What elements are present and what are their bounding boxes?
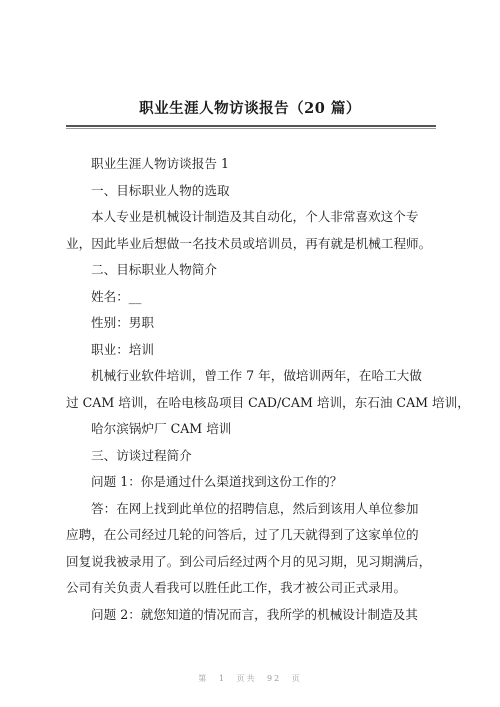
text-line: 一、目标职业人物的选取: [91, 182, 230, 198]
text-line: 回复说我被录用了。到公司后经过两个月的见习期，见习期满后，: [66, 553, 432, 569]
text-line: 应聘，在公司经过几轮的问答后，过了几天就得到了这家单位的: [66, 527, 419, 542]
text-line: 三、访谈过程简介: [91, 447, 192, 463]
text-line: 公司有关负责人看我可以胜任此工作，我才被公司正式录用。: [66, 580, 407, 595]
text-line: 机械行业软件培训，曾工作 7 年，做培训两年，在哈工大做: [91, 368, 422, 383]
text-line: 职业：培训: [91, 341, 154, 357]
title-divider: [66, 125, 436, 127]
footer-page-label: 第: [198, 674, 209, 683]
text-line: 过 CAM 培训，在哈电核岛项目 CAD/CAM 培训，东石油 CAM 培训，: [66, 394, 470, 410]
text-line: 业，因此毕业后想做一名技术员或培训员，再有就是机械工程师。: [66, 235, 432, 251]
text-line: 二、目标职业人物简介: [91, 262, 217, 277]
footer-total-pages: 92: [267, 674, 282, 683]
text-line: 哈尔滨锅炉厂 CAM 培训: [91, 421, 232, 436]
footer-page-mid: 页共: [236, 674, 257, 683]
text-line: 性别：男职: [91, 315, 154, 330]
text-line: 姓名：__: [91, 288, 142, 304]
page-footer: [0, 673, 500, 684]
text-line: 职业生涯人物访谈报告 1: [91, 156, 229, 171]
text-line: 答：在网上找到此单位的招聘信息，然后到该用人单位参加: [91, 500, 419, 516]
document-body: [66, 151, 470, 628]
footer-page-number: 1: [218, 674, 226, 683]
text-line: 本人专业是机械设计制造及其自动化，个人非常喜欢这个专: [91, 209, 419, 224]
text-line: 问题 2：就您知道的情况而言，我所学的机械设计制造及其: [91, 606, 418, 622]
footer-page-suffix: 页: [291, 674, 302, 683]
title-divider-thin: [66, 128, 436, 129]
document-title: 职业生涯人物访谈报告（20 篇）: [139, 100, 361, 117]
text-line: 问题 1：你是通过什么渠道找到这份工作的？: [91, 474, 343, 489]
